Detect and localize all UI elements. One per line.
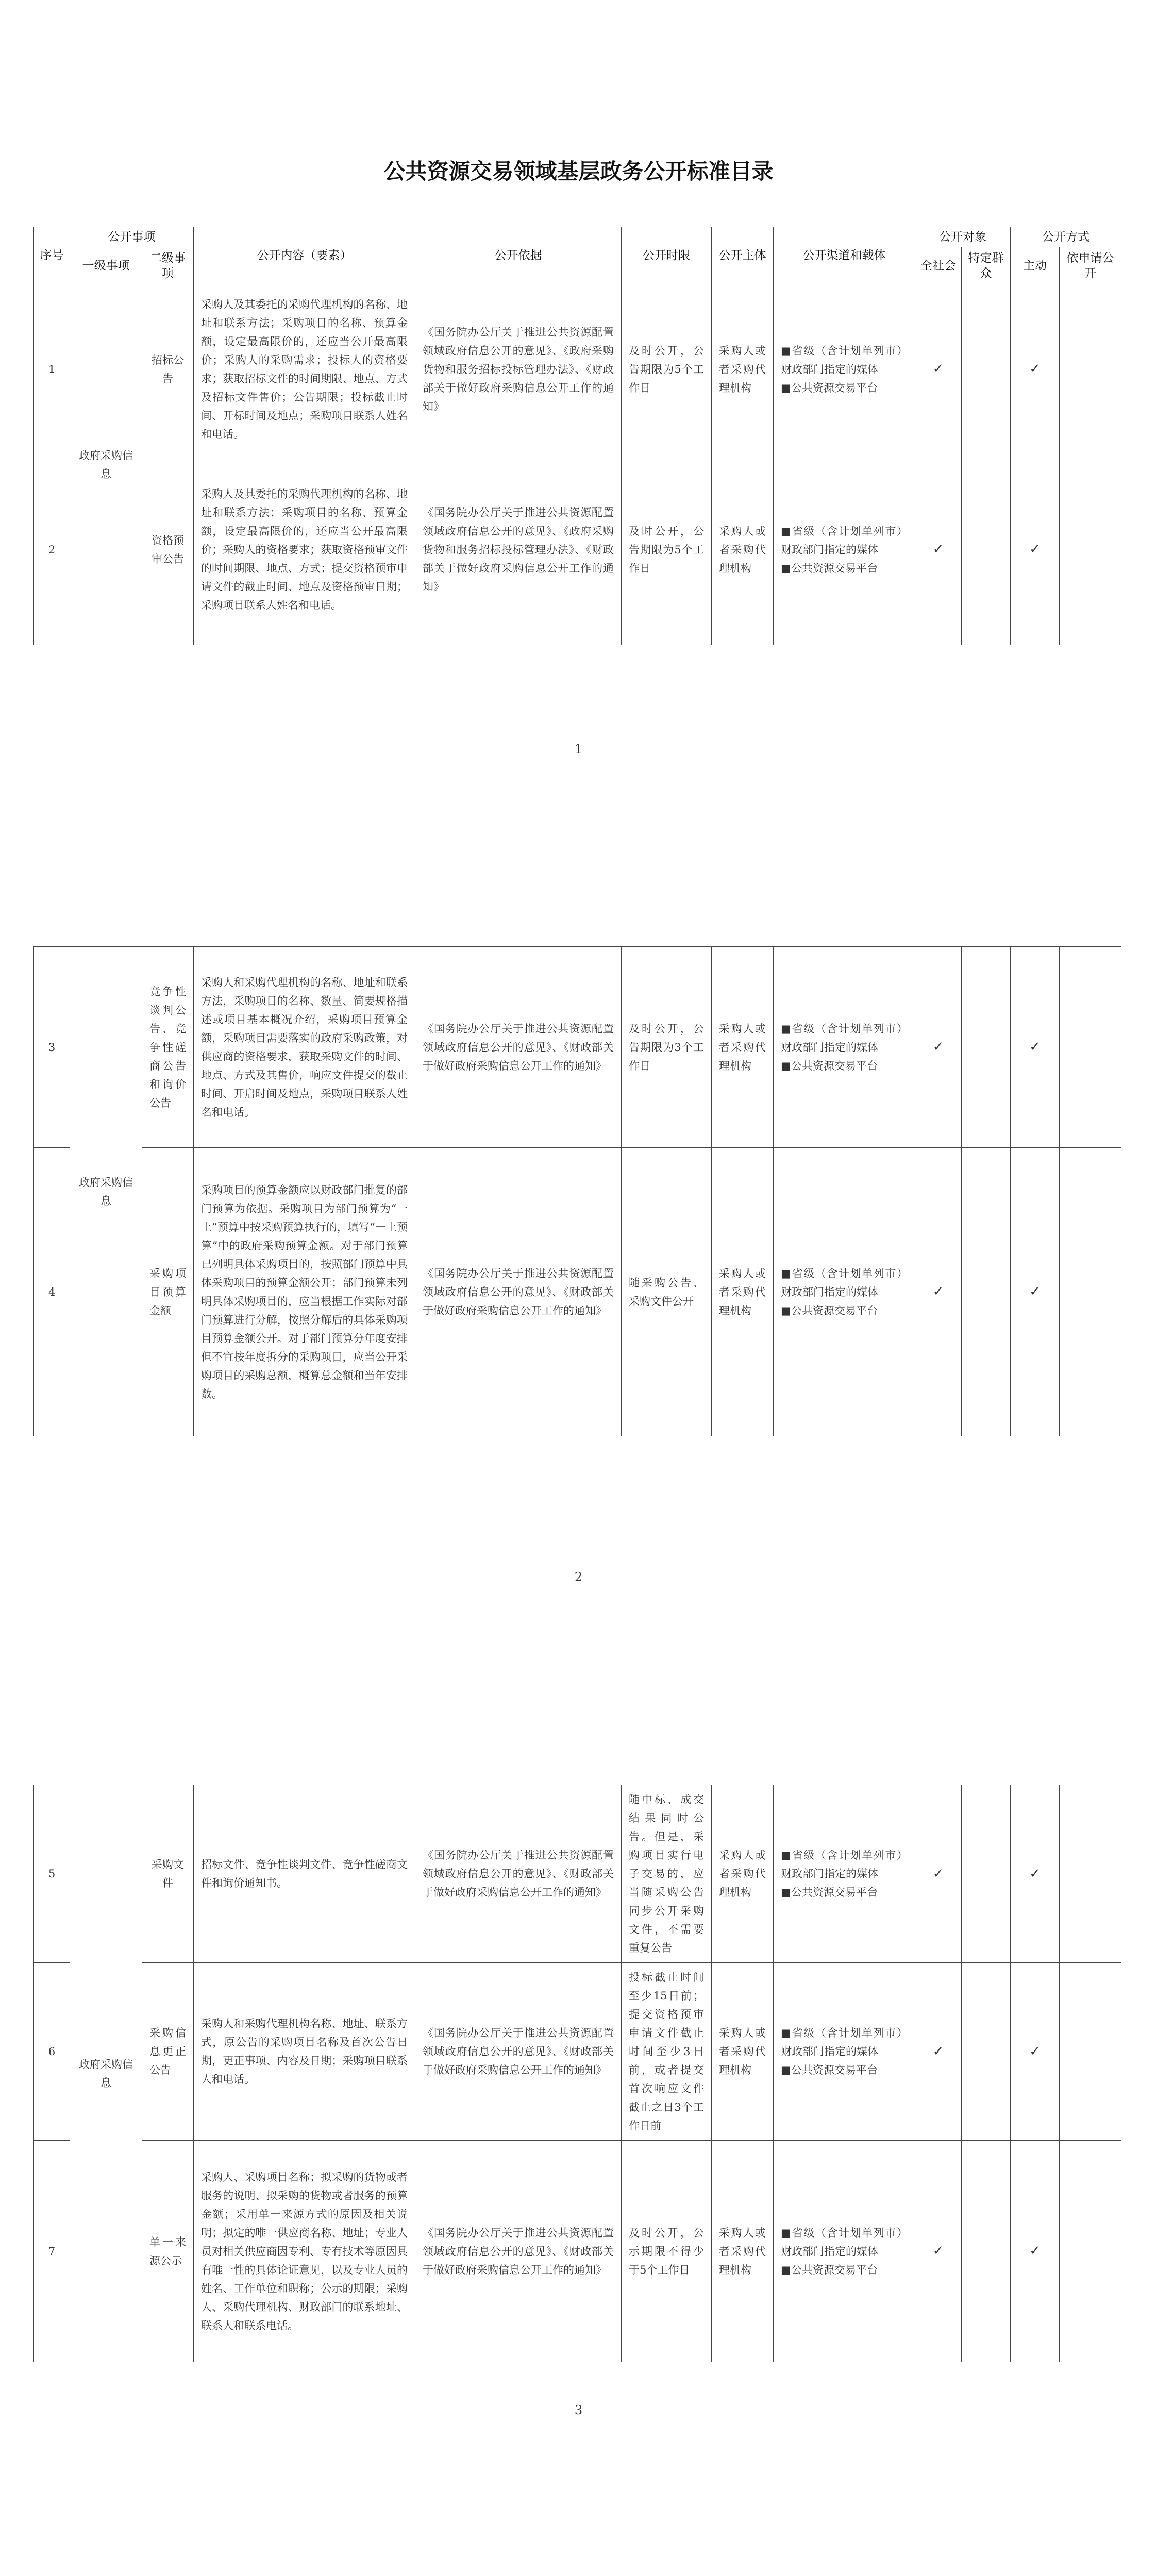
row-content: 采购项目的预算金额应以财政部门批复的部门预算为依据。采购项目为部门预算为“一上”预算中按采购预算执行的，填写“一上预算”中的政府采购预算金额。对于部门预算已列明具体采购项目的，按照部门预算中具体采购项目的预算金额公开；部门预算未列明具体采购项目的，应当根据工作实际对部门预算进行分解，按照分解后的具体采购项目预算金额公开。对于部门预算分年度安排但不宜按年度拆分的采购项目，应当公开采购项目的采购总额，概算总金额和当年安排数。 (194, 1148, 415, 1436)
header-item-l2: 二级事项 (142, 247, 194, 284)
check-mark-active: ✓ (1029, 541, 1041, 557)
header-method: 公开方式 (1011, 227, 1121, 247)
page-number: 3 (574, 2403, 583, 2417)
header-time: 公开时限 (622, 227, 712, 284)
row-subject: 采购人或者采购代理机构 (712, 284, 774, 454)
check-mark-all: ✓ (932, 1039, 944, 1055)
row-no: 2 (34, 454, 70, 645)
check-mark-all: ✓ (932, 2243, 944, 2259)
row-no: 6 (34, 1963, 70, 2141)
check-mark-active: ✓ (1029, 2043, 1041, 2059)
document-title: 公共资源交易领域基层政务公开标准目录 (383, 159, 774, 184)
row-channel: ■省级（含计划单列市）财政部门指定的媒体 ■公共资源交易平台 (774, 284, 915, 454)
check-mark-active: ✓ (1029, 1039, 1041, 1055)
page-4 (0, 2453, 1157, 2576)
row-basis: 《国务院办公厅关于推进公共资源配置领域政府信息公开的意见》、《政府采购货物和服务招标投标管理办法》、《财政部关于做好政府采购信息公开工作的通知》 (415, 284, 622, 454)
row-basis: 《国务院办公厅关于推进公共资源配置领域政府信息公开的意见》、《财政部关于做好政府采购信息公开工作的通知》 (415, 2141, 622, 2362)
header-content: 公开内容（要素） (194, 227, 415, 284)
row-subject: 采购人或者采购代理机构 (712, 1148, 774, 1436)
check-mark-all: ✓ (932, 541, 944, 557)
table-row (34, 2141, 1121, 2362)
header-item: 公开事项 (70, 227, 194, 247)
row-content: 采购人、采购项目名称；拟采购的货物或者服务的说明、拟采购的货物或者服务的预算金额；采用单一来源方式的原因及相关说明；拟定的唯一供应商名称、地址；专业人员对相关供应商因专利、专有技术等原因具有唯一性的具体论证意见，以及专业人员的姓名、工作单位和职称；公示的期限；采购人、采购代理机构、财政部门的联系地址、联系人和联系电话。 (194, 2141, 415, 2362)
check-mark-active: ✓ (1029, 2243, 1041, 2259)
catalog-table-page-3 (33, 1785, 1121, 2362)
row-content: 采购人和采购代理机构的名称、地址和联系方法，采购项目的名称、数量、简要规格描述或项目基本概况介绍，采购项目预算金额，采购项目需要落实的政府采购政策，对供应商的资格要求，获取采购文件的时间、地点、方式及其售价，响应文件提交的截止时间、开启时间及地点，采购项目联系人姓名和电话。 (194, 947, 415, 1148)
catalog-table-page-1 (33, 227, 1121, 645)
row-subject: 采购人或者采购代理机构 (712, 1785, 774, 1963)
row-no: 5 (34, 1785, 70, 1963)
row-time: 随中标、成交结果同时公告。但是，采购项目实行电子交易的，应当随采购公告同步公开采购文件，不需要重复公告 (622, 1785, 712, 1963)
table-row (34, 1963, 1121, 2141)
row-l1: 政府采购信息 (70, 947, 142, 1436)
page-2 (0, 818, 1157, 1635)
row-channel: ■省级（含计划单列市）财政部门指定的媒体 ■公共资源交易平台 (774, 1148, 915, 1436)
row-no: 3 (34, 947, 70, 1148)
row-l2: 单一来源公示 (142, 2141, 194, 2362)
row-channel: ■省级（含计划单列市）财政部门指定的媒体 ■公共资源交易平台 (774, 454, 915, 645)
row-channel: ■省级（含计划单列市）财政部门指定的媒体 ■公共资源交易平台 (774, 1963, 915, 2141)
row-l2: 招标公告 (142, 284, 194, 454)
row-basis: 《国务院办公厅关于推进公共资源配置领域政府信息公开的意见》、《财政部关于做好政府采购信息公开工作的通知》 (415, 947, 622, 1148)
row-basis: 《国务院办公厅关于推进公共资源配置领域政府信息公开的意见》、《财政部关于做好政府采购信息公开工作的通知》 (415, 1963, 622, 2141)
check-mark-active: ✓ (1029, 1866, 1041, 1882)
page-1 (0, 0, 1157, 818)
header-subject: 公开主体 (712, 227, 774, 284)
row-subject: 采购人或者采购代理机构 (712, 2141, 774, 2362)
table-row (34, 1148, 1121, 1436)
check-mark-active: ✓ (1029, 1284, 1041, 1299)
row-time: 及时公开，公告期限为5个工作日 (622, 454, 712, 645)
row-l2: 采购项目预算金额 (142, 1148, 194, 1436)
row-l2: 采购信息更正公告 (142, 1963, 194, 2141)
row-subject: 采购人或者采购代理机构 (712, 454, 774, 645)
row-no: 4 (34, 1148, 70, 1436)
catalog-table-page-2 (33, 946, 1121, 1436)
row-time: 及时公开，公告期限为3个工作日 (622, 947, 712, 1148)
row-l2: 采购文件 (142, 1785, 194, 1963)
table-row (34, 454, 1121, 645)
header-basis: 公开依据 (415, 227, 622, 284)
row-channel: ■省级（含计划单列市）财政部门指定的媒体 ■公共资源交易平台 (774, 2141, 915, 2362)
row-basis: 《国务院办公厅关于推进公共资源配置领域政府信息公开的意见》、《政府采购货物和服务招标投标管理办法》、《财政部关于做好政府采购信息公开工作的通知》 (415, 454, 622, 645)
header-item-l1: 一级事项 (70, 247, 142, 284)
header-no: 序号 (34, 227, 70, 284)
header-method-apply: 依申请公开 (1060, 247, 1121, 284)
check-mark-all: ✓ (932, 2043, 944, 2059)
row-subject: 采购人或者采购代理机构 (712, 947, 774, 1148)
row-time: 及时公开，公示期限不得少于5个工作日 (622, 2141, 712, 2362)
table-row (34, 1785, 1121, 1963)
header-method-active: 主动 (1011, 247, 1060, 284)
row-basis: 《国务院办公厅关于推进公共资源配置领域政府信息公开的意见》、《财政部关于做好政府采购信息公开工作的通知》 (415, 1148, 622, 1436)
header-target-all: 全社会 (915, 247, 962, 284)
header-target: 公开对象 (915, 227, 1011, 247)
row-content: 招标文件、竞争性谈判文件、竞争性磋商文件和询价通知书。 (194, 1785, 415, 1963)
row-content: 采购人及其委托的采购代理机构的名称、地址和联系方法；采购项目的名称、预算金额，设定最高限价的，还应当公开最高限价；采购人的资格要求；获取资格预审文件的时间期限、地点、方式；提交资格预审申请文件的截止时间、地点及资格预审日期；采购项目联系人姓名和电话。 (194, 454, 415, 645)
row-channel: ■省级（含计划单列市）财政部门指定的媒体 ■公共资源交易平台 (774, 947, 915, 1148)
check-mark-all: ✓ (932, 361, 944, 377)
page-number: 1 (574, 742, 583, 756)
row-time: 投标截止时间至少15日前；提交资格预审申请文件截止时间至少3日前，或者提交首次响应文件截止之日3个工作日前 (622, 1963, 712, 2141)
row-content: 采购人和采购代理机构名称、地址、联系方式，原公告的采购项目名称及首次公告日期，更正事项、内容及日期；采购项目联系人和电话。 (194, 1963, 415, 2141)
check-mark-active: ✓ (1029, 361, 1041, 377)
check-mark-all: ✓ (932, 1866, 944, 1882)
row-channel: ■省级（含计划单列市）财政部门指定的媒体 ■公共资源交易平台 (774, 1785, 915, 1963)
row-l1: 政府采购信息 (70, 284, 142, 645)
row-l1: 政府采购信息 (70, 1785, 142, 2362)
row-subject: 采购人或者采购代理机构 (712, 1963, 774, 2141)
header-channel: 公开渠道和载体 (774, 227, 915, 284)
row-l2: 竞争性谈判公告、竞争性磋商公告和询价公告 (142, 947, 194, 1148)
check-mark-all: ✓ (932, 1284, 944, 1299)
header-target-specific: 特定群众 (962, 247, 1011, 284)
row-l2: 资格预审公告 (142, 454, 194, 645)
row-time: 及时公开，公告期限为5个工作日 (622, 284, 712, 454)
row-time: 随采购公告、采购文件公开 (622, 1148, 712, 1436)
table-row (34, 284, 1121, 454)
page-3 (0, 1635, 1157, 2453)
row-basis: 《国务院办公厅关于推进公共资源配置领域政府信息公开的意见》、《财政部关于做好政府采购信息公开工作的通知》 (415, 1785, 622, 1963)
row-no: 7 (34, 2141, 70, 2362)
row-content: 采购人及其委托的采购代理机构的名称、地址和联系方法；采购项目的名称、预算金额，设定最高限价的，还应当公开最高限价；采购人的采购需求；投标人的资格要求；获取招标文件的时间期限、地点、方式及招标文件售价；公告期限；投标截止时间、开标时间及地点；采购项目联系人姓名和电话。 (194, 284, 415, 454)
row-no: 1 (34, 284, 70, 454)
table-row (34, 947, 1121, 1148)
page-number: 2 (574, 1570, 583, 1584)
